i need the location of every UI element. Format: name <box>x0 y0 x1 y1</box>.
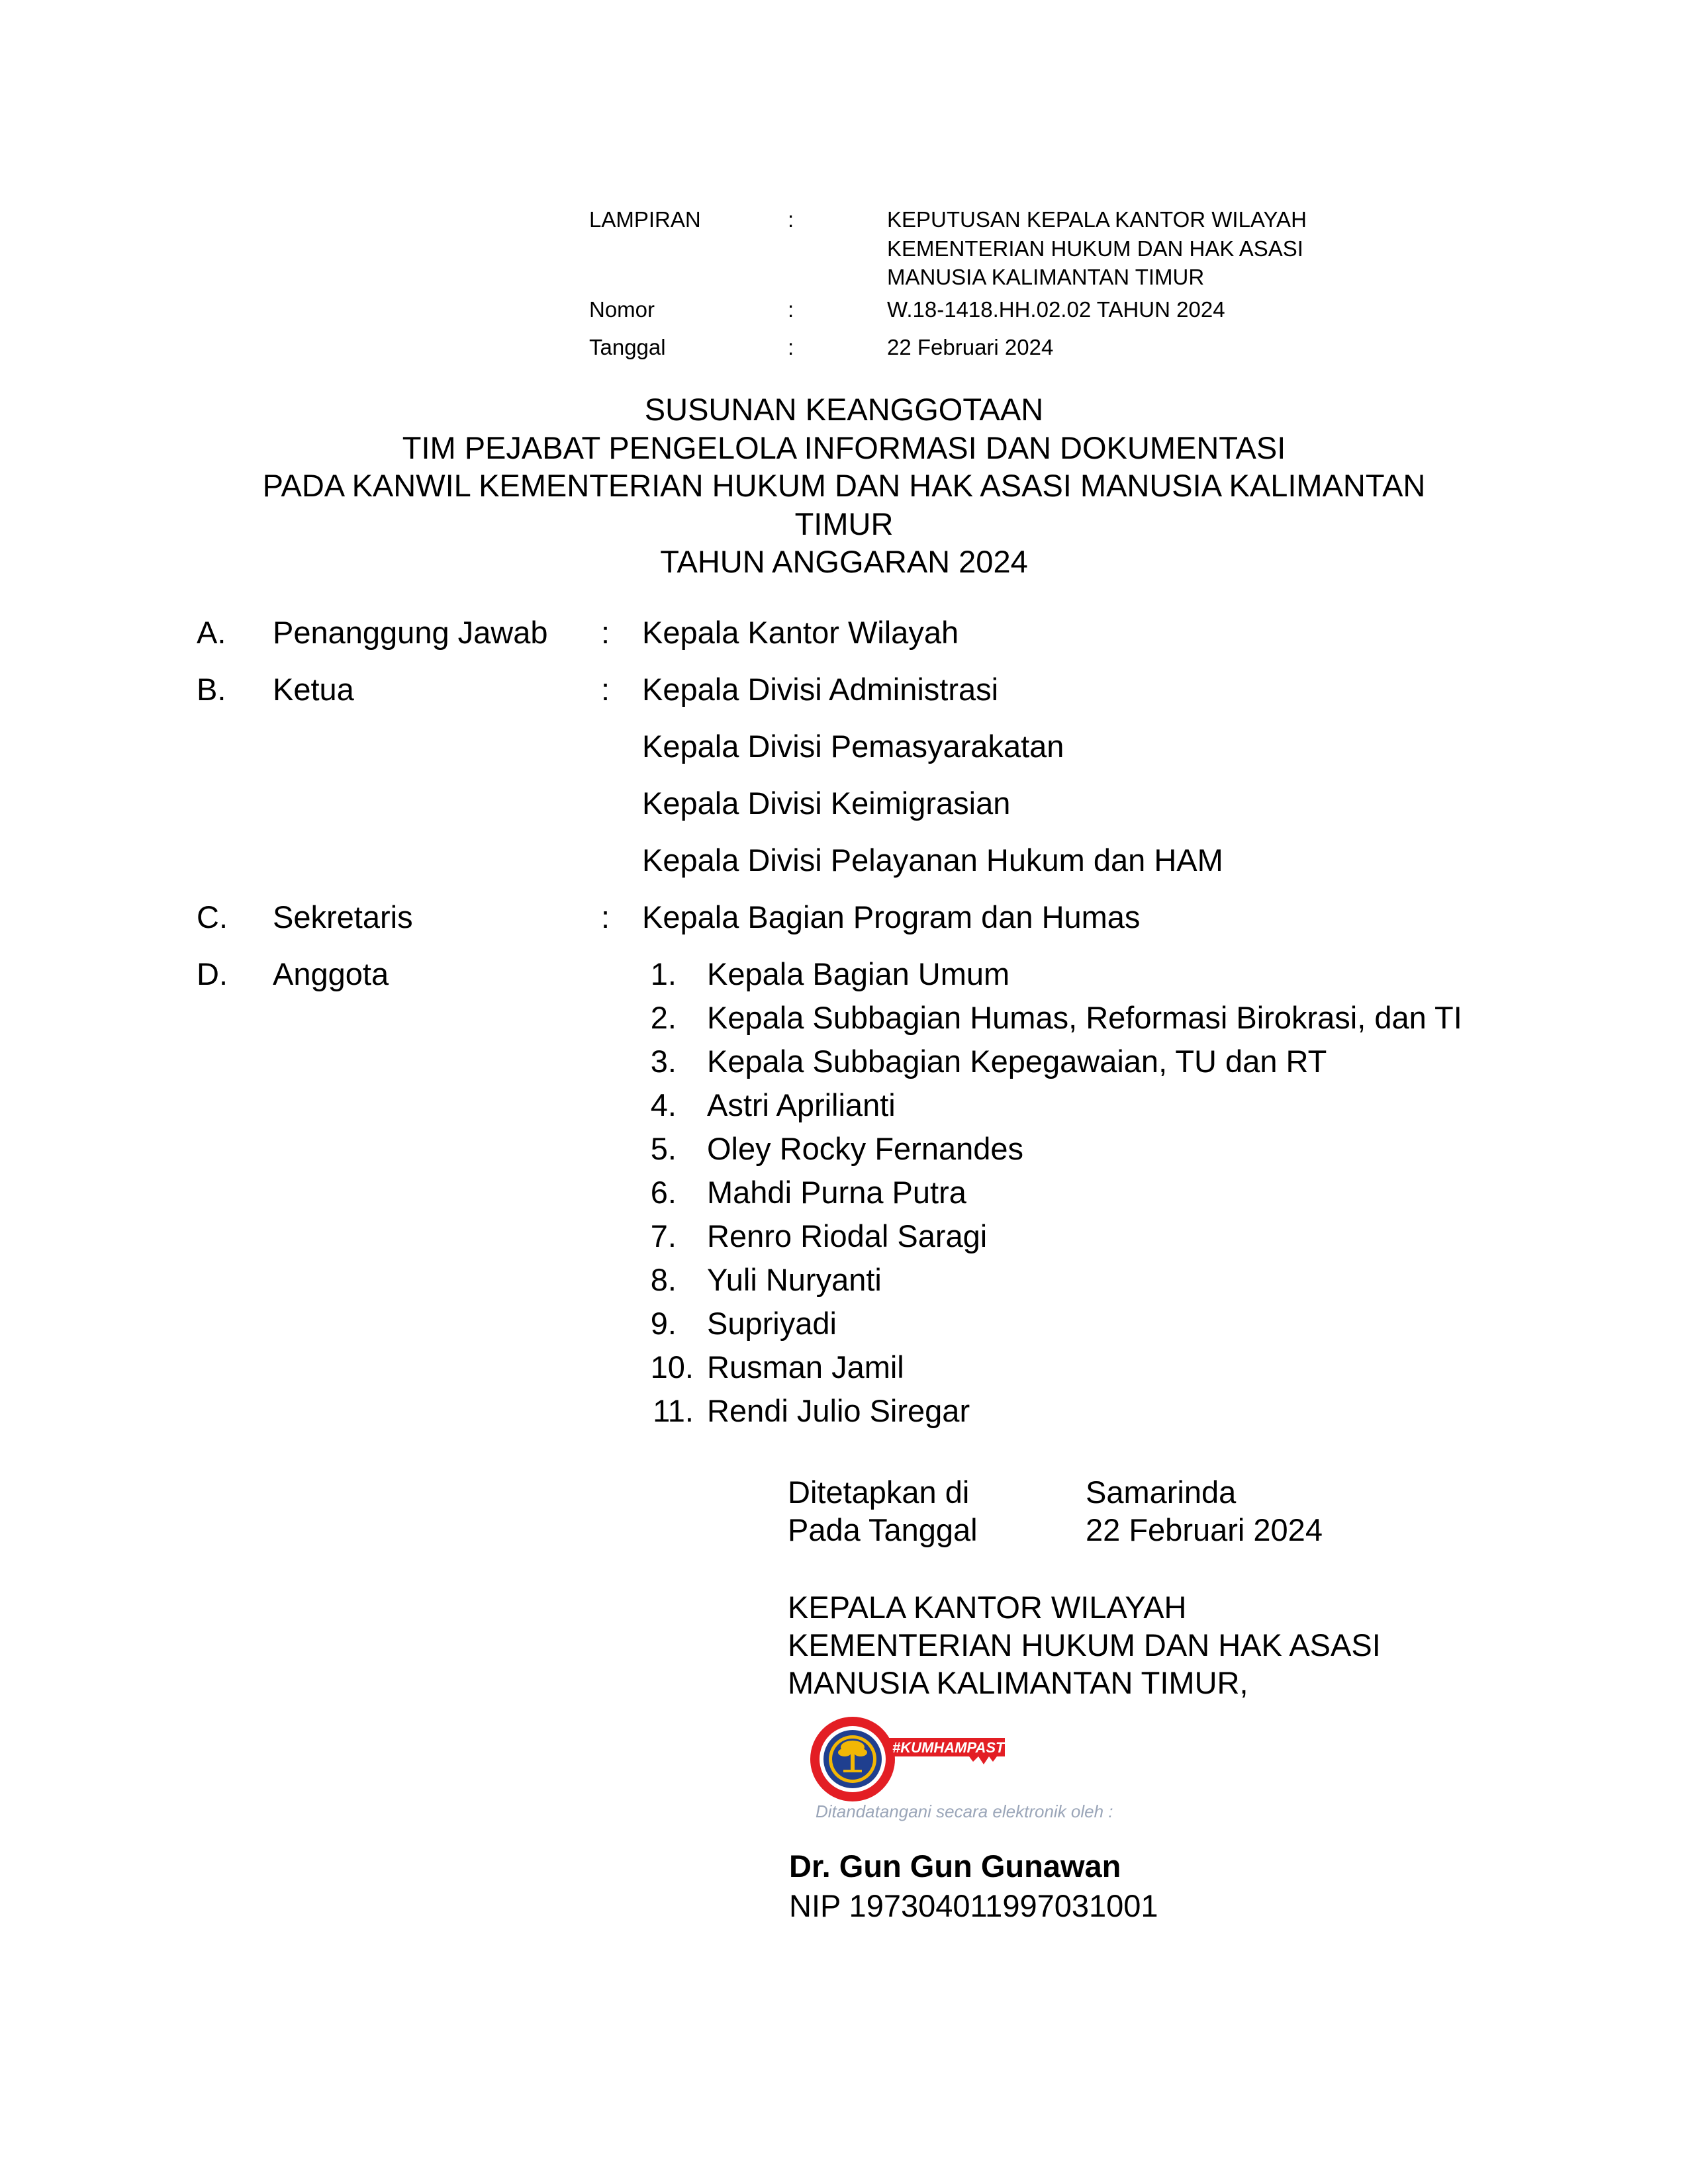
member-name: Rusman Jamil <box>707 1349 904 1385</box>
member-name: Renro Riodal Saragi <box>707 1218 988 1253</box>
member-number: 8. <box>650 1262 677 1297</box>
esign-note: Ditandatangani secara elektronik oleh : <box>816 1801 1113 1821</box>
section-colon: : <box>601 672 610 707</box>
member-number: 4. <box>650 1087 677 1122</box>
date-value: 22 Februari 2024 <box>1086 1512 1323 1547</box>
section-value: Kepala Divisi Administrasi <box>642 672 999 707</box>
title-line-5: TAHUN ANGGARAN 2024 <box>660 544 1028 579</box>
section-letter: A. <box>197 615 226 650</box>
member-name: Mahdi Purna Putra <box>707 1175 966 1210</box>
kumhampasti-logo <box>806 1713 1018 1805</box>
section-letter: C. <box>197 899 228 934</box>
tanggal-value: 22 Februari 2024 <box>887 335 1054 359</box>
member-name: Rendi Julio Siregar <box>707 1393 970 1428</box>
nomor-label: Nomor <box>589 297 655 322</box>
member-number: 11. <box>653 1393 694 1428</box>
member-name: Supriyadi <box>707 1306 837 1341</box>
nomor-colon: : <box>788 297 794 322</box>
member-number: 9. <box>650 1306 677 1341</box>
tanggal-colon: : <box>788 335 794 359</box>
member-name: Astri Aprilianti <box>707 1087 896 1122</box>
member-name: Kepala Subbagian Kepegawaian, TU dan RT <box>707 1044 1327 1079</box>
section-label: Ketua <box>273 672 354 707</box>
member-number: 10. <box>650 1349 694 1385</box>
member-number: 2. <box>650 1000 677 1035</box>
section-letter: B. <box>197 672 226 707</box>
title-line-3: PADA KANWIL KEMENTERIAN HUKUM DAN HAK ASASI MANUSIA KALIMANTAN <box>262 468 1426 503</box>
section-value: Kepala Bagian Program dan Humas <box>642 899 1141 934</box>
title-line-4: TIMUR <box>794 506 894 541</box>
member-number: 5. <box>650 1131 677 1166</box>
section-value: Kepala Divisi Keimigrasian <box>642 786 1011 821</box>
place-value: Samarinda <box>1086 1475 1237 1510</box>
nomor-value: W.18-1418.HH.02.02 TAHUN 2024 <box>887 297 1225 322</box>
lampiran-value-line-2: KEMENTERIAN HUKUM DAN HAK ASASI <box>887 236 1303 261</box>
member-name: Oley Rocky Fernandes <box>707 1131 1024 1166</box>
title-line-1: SUSUNAN KEANGGOTAAN <box>644 392 1044 427</box>
lampiran-colon: : <box>788 207 794 232</box>
section-value: Kepala Divisi Pelayanan Hukum dan HAM <box>642 842 1223 878</box>
position-line-3: MANUSIA KALIMANTAN TIMUR, <box>788 1665 1248 1700</box>
member-number: 7. <box>650 1218 677 1253</box>
section-colon: : <box>601 899 610 934</box>
section-letter: D. <box>197 956 228 991</box>
lampiran-value-line-1: KEPUTUSAN KEPALA KANTOR WILAYAH <box>887 207 1307 232</box>
member-name: Yuli Nuryanti <box>707 1262 882 1297</box>
lampiran-value-line-3: MANUSIA KALIMANTAN TIMUR <box>887 265 1205 289</box>
section-label: Penanggung Jawab <box>273 615 548 650</box>
document-title <box>0 390 1688 581</box>
position-line-1: KEPALA KANTOR WILAYAH <box>788 1590 1187 1625</box>
section-value: Kepala Divisi Pemasyarakatan <box>642 729 1064 764</box>
member-number: 1. <box>650 956 677 991</box>
section-value: Kepala Kantor Wilayah <box>642 615 959 650</box>
member-name: Kepala Subbagian Humas, Reformasi Birokrasi, dan TI <box>707 1000 1462 1035</box>
section-colon: : <box>601 615 610 650</box>
section-label: Sekretaris <box>273 899 413 934</box>
tanggal-label: Tanggal <box>589 335 666 359</box>
logo-text: #KUMHAMPASTI <box>892 1739 1009 1756</box>
place-label: Ditetapkan di <box>788 1475 970 1510</box>
title-line-2: TIM PEJABAT PENGELOLA INFORMASI DAN DOKUMENTASI <box>402 430 1286 465</box>
signer-name: Dr. Gun Gun Gunawan <box>789 1848 1121 1884</box>
lampiran-label: LAMPIRAN <box>589 207 701 232</box>
position-line-2: KEMENTERIAN HUKUM DAN HAK ASASI <box>788 1627 1381 1662</box>
date-label: Pada Tanggal <box>788 1512 978 1547</box>
member-number: 6. <box>650 1175 677 1210</box>
member-number: 3. <box>650 1044 677 1079</box>
section-label: Anggota <box>273 956 389 991</box>
member-name: Kepala Bagian Umum <box>707 956 1010 991</box>
signer-nip: NIP 197304011997031001 <box>789 1888 1158 1923</box>
